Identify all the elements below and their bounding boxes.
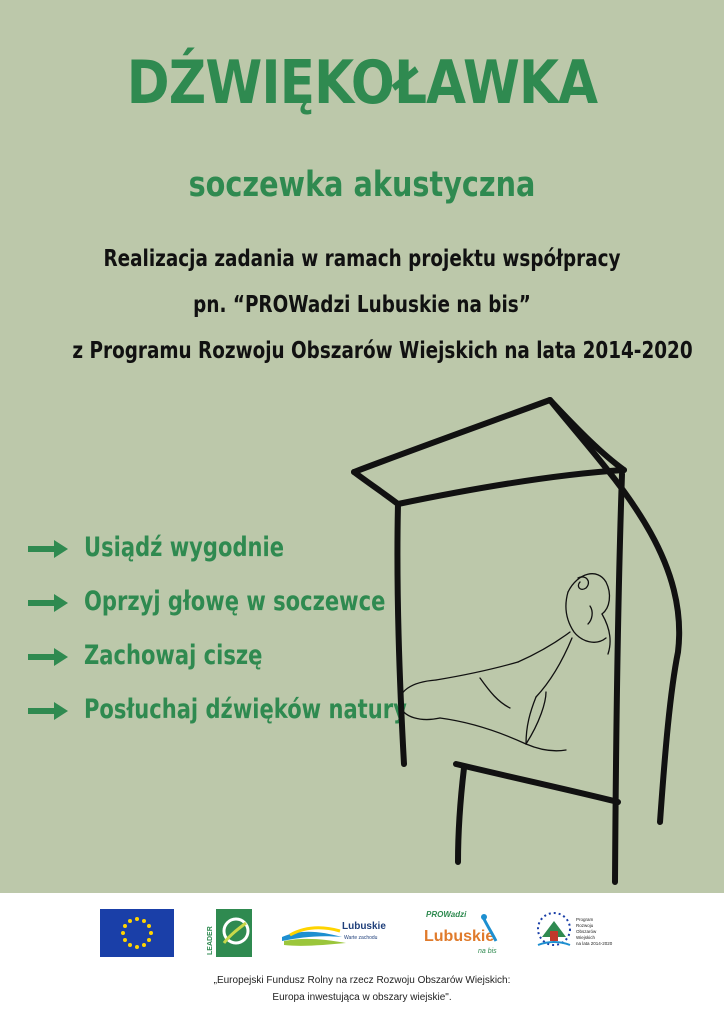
fund-statement-line-1: „Europejski Fundusz Rolny na rzecz Rozwoju Obszarów Wiejskich:	[213, 975, 511, 986]
description-line-1: Realizacja zadania w ramach projektu współpracy	[103, 246, 621, 272]
eu-flag-logo	[100, 909, 174, 957]
lubuskie-logo	[280, 915, 386, 951]
arrow-right-icon	[26, 700, 70, 722]
prowadzi-bottom-text: na bis	[478, 948, 497, 955]
prow-line-4: Wiejskich	[576, 935, 596, 940]
instruction-label: Zachowaj ciszę	[84, 640, 263, 671]
page-subtitle: soczewka akustyczna	[188, 165, 536, 205]
arrow-right-icon	[26, 646, 70, 668]
fund-statement-line-2: Europa inwestująca w obszary wiejskie".	[272, 992, 452, 1003]
prowadzi-logo	[422, 907, 506, 959]
prowadzi-main-text: Lubuskie	[424, 928, 495, 945]
footer	[0, 893, 724, 1024]
description-line-2: pn. “PROWadzi Lubuskie na bis”	[193, 292, 531, 318]
lubuskie-text: Lubuskie	[342, 921, 386, 932]
instruction-label: Posłuchaj dźwięków natury	[84, 694, 407, 725]
prow-line-1: Program	[576, 917, 594, 922]
prow-line-3: Obszarów	[576, 929, 597, 934]
arrow-right-icon	[26, 538, 70, 560]
arrow-right-icon	[26, 592, 70, 614]
leader-text: LEADER	[207, 926, 214, 955]
page-title: DŹWIĘKOŁAWKA	[126, 48, 598, 118]
prowadzi-top-text: PROWadzi	[426, 910, 467, 919]
description-line-3: z Programu Rozwoju Obszarów Wiejskich na lata 2014-2020	[72, 338, 693, 364]
prow-line-5: na lata 2014-2020	[576, 941, 613, 946]
lubuskie-tagline: Warte zachodu	[344, 935, 378, 941]
prow-line-2: Rozwoju	[576, 923, 594, 928]
instruction-label: Oprzyj głowę w soczewce	[84, 586, 386, 617]
prow-logo	[532, 907, 618, 959]
bench-illustration	[340, 392, 700, 892]
instruction-label: Usiądź wygodnie	[84, 532, 285, 563]
leader-logo	[204, 907, 254, 959]
